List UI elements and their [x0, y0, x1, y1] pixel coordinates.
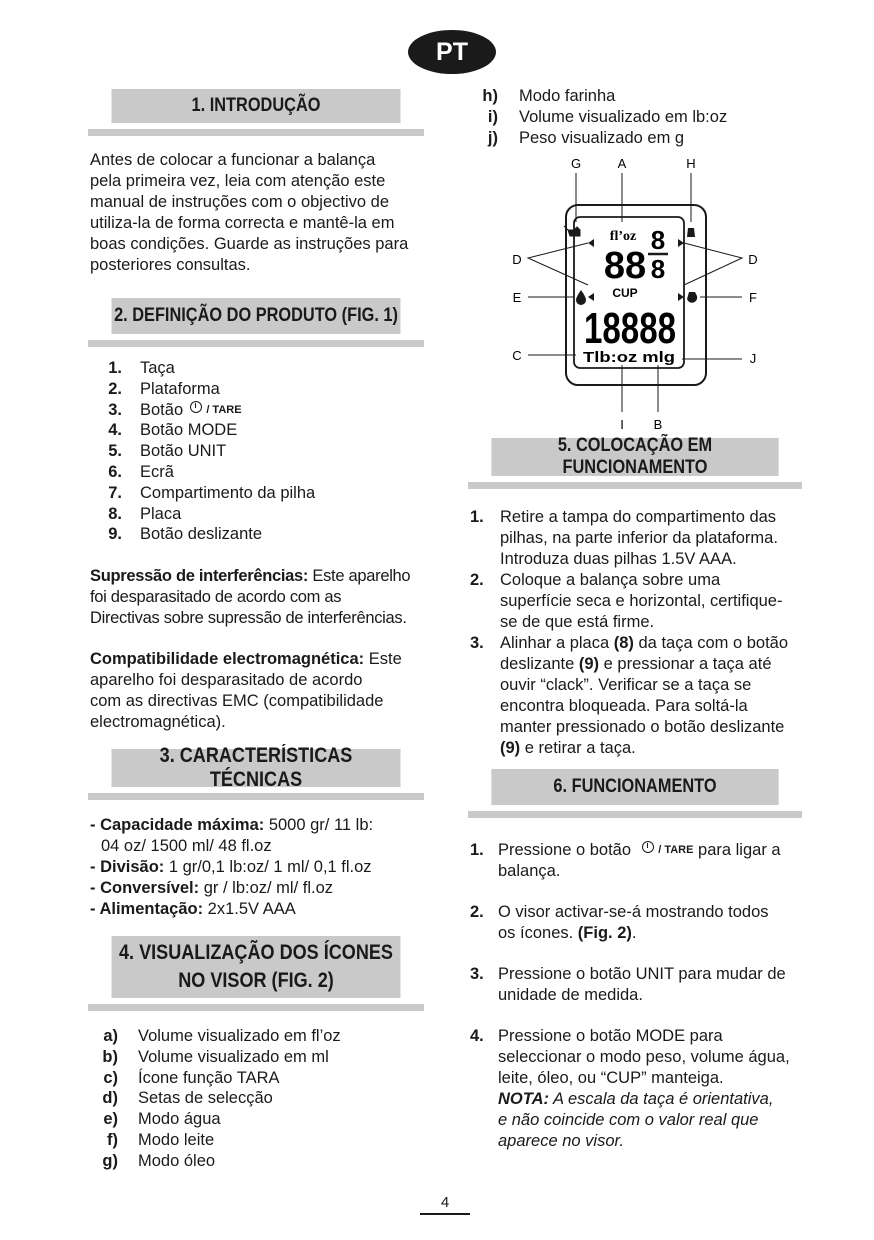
spec-value: gr / lb:oz/ ml/ fl.oz: [199, 879, 334, 897]
label-d-left: D: [512, 252, 522, 267]
text-line: aparece no visor.: [498, 1132, 624, 1150]
list-item: [478, 128, 818, 149]
text-line: pela primeira vez, leia com atenção este: [90, 172, 386, 190]
list-item: [96, 1088, 426, 1109]
page-number: 4: [420, 1194, 470, 1215]
text-fragment: para ligar a: [693, 841, 781, 859]
tare-label: / TARE: [658, 844, 694, 856]
specs-list: [90, 815, 435, 920]
setup-heading: [491, 435, 778, 478]
specs-heading: [112, 744, 401, 791]
step-item: [470, 507, 810, 570]
item-text: Volume visualizado em ml: [138, 1047, 329, 1066]
item-text: Taça: [140, 359, 175, 377]
list-item: [478, 107, 818, 128]
spec-item: [90, 899, 435, 920]
text-line: superfície seca e horizontal, certifique-: [500, 592, 783, 610]
item-letter: g): [102, 1151, 118, 1170]
list-item: [100, 483, 430, 504]
tare-label: / TARE: [206, 403, 242, 416]
step-item: [470, 964, 815, 1006]
heading-underline: [88, 1004, 424, 1011]
spec-dash: -: [90, 858, 101, 876]
text-line: foi desparasitado de acordo com as: [90, 588, 342, 606]
item-text: Volume visualizado em fl’oz: [138, 1027, 341, 1045]
list-item: [100, 400, 430, 421]
list-item: [96, 1151, 426, 1172]
item-text-label: Botão: [140, 400, 184, 419]
step-item: [470, 902, 815, 944]
label-d-right: D: [748, 252, 758, 267]
text-line: [498, 1089, 790, 1110]
list-item: [96, 1026, 426, 1047]
list-item: [96, 1130, 426, 1151]
text-line: balança.: [498, 862, 561, 880]
text-line: O visor activar-se-á mostrando todos: [498, 903, 769, 921]
water-mode-icon: [576, 290, 586, 305]
heading-underline: [88, 793, 424, 800]
spec-value: 5000 gr/ 11 lb:: [264, 816, 374, 834]
text-line: Directivas sobre supressão de interferências.: [90, 609, 407, 627]
icons-list-continued: [478, 86, 818, 148]
heading-underline: [88, 340, 424, 347]
label-a: A: [617, 156, 627, 171]
spec-item: [90, 878, 435, 899]
text-line: manual de instruções com o objectivo de: [90, 193, 389, 211]
step-number: 2.: [470, 571, 484, 589]
spec-item: [90, 815, 435, 836]
item-text: Volume visualizado em lb:oz: [519, 107, 728, 126]
text-line: encontra bloqueada. Para soltá-la: [500, 697, 748, 715]
ref-number: (9): [578, 655, 600, 673]
note-label: NOTA:: [498, 1090, 550, 1108]
text-line: se de que está firme.: [500, 613, 655, 631]
text-line: electromagnética).: [90, 713, 226, 731]
icons-title-line: NO VISOR (FIG. 2): [178, 969, 334, 992]
text-line: [90, 649, 430, 670]
item-letter: e): [103, 1110, 118, 1129]
spec-label: Divisão:: [100, 858, 165, 876]
emc-paragraph: [90, 649, 430, 733]
text-fragment: A escala da taça é orientativa,: [549, 1090, 774, 1108]
step-number: 4.: [470, 1027, 484, 1045]
text-line: leite, óleo, ou “CUP” manteiga.: [498, 1069, 724, 1087]
lcd-top-digits: 88: [603, 245, 647, 287]
item-text: Compartimento da pilha: [140, 483, 316, 502]
step-number: 1.: [470, 508, 484, 526]
text-fragment: da taça com o botão: [633, 634, 789, 652]
ref-number: (9): [500, 739, 521, 757]
text-line: Pressione o botão MODE para: [498, 1027, 723, 1045]
item-letter: b): [102, 1047, 118, 1066]
text-line: [498, 840, 781, 861]
heading-underline: [468, 482, 802, 489]
step-number: 2.: [470, 903, 484, 921]
item-text: Setas de selecção: [138, 1089, 273, 1108]
lcd-floz-indicator: fl’oz: [609, 229, 637, 244]
interference-paragraph: [90, 566, 430, 629]
operation-heading: [491, 769, 778, 805]
list-item: [96, 1068, 426, 1089]
parts-list: [100, 358, 430, 545]
operation-title: 6. FUNCIONAMENTO: [553, 776, 717, 797]
label-i: I: [620, 417, 624, 432]
text-line: unidade de medida.: [498, 986, 643, 1004]
list-item: [100, 358, 430, 379]
spec-label: Alimentação:: [99, 900, 204, 918]
text-line: Coloque a balança sobre uma: [500, 571, 721, 589]
item-text: Ícone função TARA: [138, 1068, 280, 1087]
interference-label: Supressão de interferências:: [90, 567, 309, 585]
spec-label: Capacidade máxima:: [100, 816, 265, 834]
list-item: [100, 462, 430, 483]
text-line: [500, 738, 788, 759]
list-item: [100, 524, 430, 545]
ref-number: (8): [613, 634, 634, 652]
text-fragment: Este aparelho: [308, 567, 411, 585]
spec-dash: -: [90, 879, 101, 897]
icons-title-line: 4. VISUALIZAÇÃO DOS ÍCONES: [119, 941, 393, 964]
item-letter: j): [487, 128, 498, 147]
list-item: [100, 420, 430, 441]
text-fragment: e pressionar a taça até: [599, 655, 772, 673]
operation-steps: [470, 840, 815, 1152]
spec-value: 1 gr/0,1 lb:oz/ 1 ml/ 0,1 fl.oz: [164, 858, 372, 876]
list-item: [96, 1109, 426, 1130]
text-line: [500, 654, 788, 675]
intro-title: 1. INTRODUÇÃO: [191, 95, 321, 116]
item-number: 9.: [108, 525, 122, 544]
item-letter: d): [102, 1089, 118, 1108]
power-icon: [642, 841, 654, 853]
item-number: 7.: [108, 483, 122, 502]
milk-mode-icon: [687, 292, 697, 303]
text-line: [500, 633, 788, 654]
text-line: e não coincide com o valor real que: [498, 1111, 759, 1129]
right-arrow-top-icon: [678, 239, 684, 247]
text-line: utiliza-la de forma correcta e mantê-la em: [90, 214, 395, 232]
spec-value: 2x1.5V AAA: [203, 900, 296, 918]
lcd-main-digits: 18888: [584, 304, 676, 353]
item-number: 5.: [108, 442, 122, 461]
text-fragment: Alinhar a placa: [500, 634, 614, 652]
item-number: 4.: [108, 421, 122, 440]
setup-steps: [470, 507, 810, 759]
text-line: Antes de colocar a funcionar a balança: [90, 151, 376, 169]
item-text: Botão deslizante: [140, 525, 263, 544]
list-item: [100, 504, 430, 525]
spec-label: Conversível:: [100, 879, 200, 897]
specs-title: 3. CARACTERÍSTICAS TÉCNICAS: [159, 744, 353, 791]
flour-mode-icon: [687, 228, 695, 237]
leader-line: [528, 243, 588, 285]
label-f: F: [749, 290, 757, 305]
definition-title: 2. DEFINIÇÃO DO PRODUTO (FIG. 1): [114, 305, 398, 326]
label-h: H: [686, 156, 696, 171]
item-text: Modo leite: [138, 1130, 215, 1149]
lcd-fraction-top: 8: [650, 225, 666, 255]
emc-label: Compatibilidade electromagnética:: [90, 650, 365, 668]
list-item: [100, 379, 430, 400]
label-g: G: [570, 156, 582, 171]
item-number: 1.: [108, 359, 122, 377]
step-number: 3.: [470, 634, 484, 652]
right-arrow-bottom-icon: [678, 293, 684, 301]
text-line: boas condições. Guarde as instruções para: [90, 235, 409, 253]
text-line: manter pressionado o botão deslizante: [500, 718, 785, 736]
item-letter: a): [103, 1027, 118, 1045]
label-b: B: [653, 417, 663, 432]
text-fragment: Este: [364, 650, 402, 668]
text-line: seleccionar o modo peso, volume água,: [498, 1048, 790, 1066]
lcd-fraction-bottom: 8: [650, 254, 666, 284]
text-line: Retire a tampa do compartimento das: [500, 508, 777, 526]
left-arrow-bottom-icon: [588, 293, 594, 301]
item-text: Plataforma: [140, 379, 220, 398]
item-letter: i): [487, 107, 498, 126]
lcd-display-figure: [500, 150, 780, 435]
item-text: Modo óleo: [138, 1151, 216, 1170]
step-number: 1.: [470, 841, 484, 859]
icons-heading: [112, 936, 401, 998]
language-badge: PT: [408, 30, 496, 74]
heading-underline: [88, 129, 424, 136]
figure-ref: (Fig. 2): [577, 924, 632, 942]
text-fragment: deslizante: [500, 655, 579, 673]
item-text: Modo água: [138, 1110, 221, 1129]
spec-dash: -: [90, 900, 100, 918]
text-line: ouvir “clack”. Verificar se a taça se: [500, 676, 752, 694]
left-arrow-top-icon: [588, 239, 594, 247]
item-number: 6.: [108, 462, 122, 481]
spec-item: [90, 857, 435, 878]
label-j: J: [749, 351, 757, 366]
item-letter: f): [107, 1130, 118, 1149]
icons-list: [96, 1026, 426, 1172]
leader-line: [684, 243, 742, 285]
text-fragment: os ícones.: [498, 924, 578, 942]
list-item: [100, 441, 430, 462]
step-item: [470, 633, 810, 759]
text-line: pilhas, na parte inferior da plataforma.: [500, 529, 778, 547]
item-text: Peso visualizado em g: [519, 128, 685, 147]
text-line: Pressione o botão UNIT para mudar de: [498, 965, 786, 983]
item-text: Modo farinha: [519, 87, 616, 105]
step-item: [470, 570, 810, 633]
text-line: [498, 923, 769, 944]
step-number: 3.: [470, 965, 484, 983]
text-line: aparelho foi desparasitado de acordo: [90, 671, 363, 689]
item-number: 8.: [108, 504, 122, 523]
definition-heading: [112, 298, 401, 334]
item-number: 3.: [108, 400, 122, 419]
list-item: [478, 86, 818, 107]
label-e: E: [512, 290, 522, 305]
text-line: [90, 566, 430, 587]
intro-heading: [112, 89, 401, 123]
list-item: [96, 1047, 426, 1068]
item-text: Placa: [140, 504, 182, 523]
step-item: [470, 840, 815, 882]
item-letter: h): [482, 87, 498, 105]
spec-continuation: 04 oz/ 1500 ml/ 48 fl.oz: [101, 837, 272, 855]
item-number: 2.: [108, 379, 122, 398]
power-icon: [190, 401, 202, 413]
item-text: Botão UNIT: [140, 442, 227, 461]
intro-paragraph: [90, 150, 430, 276]
step-item: [470, 1026, 815, 1152]
item-letter: c): [103, 1068, 118, 1087]
heading-underline: [468, 811, 802, 818]
item-text: Ecrã: [140, 462, 174, 481]
text-fragment: e retirar a taça.: [520, 739, 636, 757]
text-line: posteriores consultas.: [90, 256, 251, 274]
item-text: Botão MODE: [140, 421, 238, 440]
text-line: Introduza duas pilhas 1.5V AAA.: [500, 550, 737, 568]
text-line: com as directivas EMC (compatibilidade: [90, 692, 384, 710]
item-text: [140, 400, 430, 421]
spec-dash: -: [90, 816, 101, 834]
text-fragment: Pressione o botão: [498, 841, 632, 859]
setup-title: 5. COLOCAÇÃO EM FUNCIONAMENTO: [557, 435, 713, 478]
label-c: C: [512, 348, 522, 363]
lcd-cup-indicator: CUP: [612, 286, 638, 300]
text-fragment: .: [631, 924, 637, 942]
lcd-unit-indicators: Tlb:oz mlg: [583, 349, 675, 366]
